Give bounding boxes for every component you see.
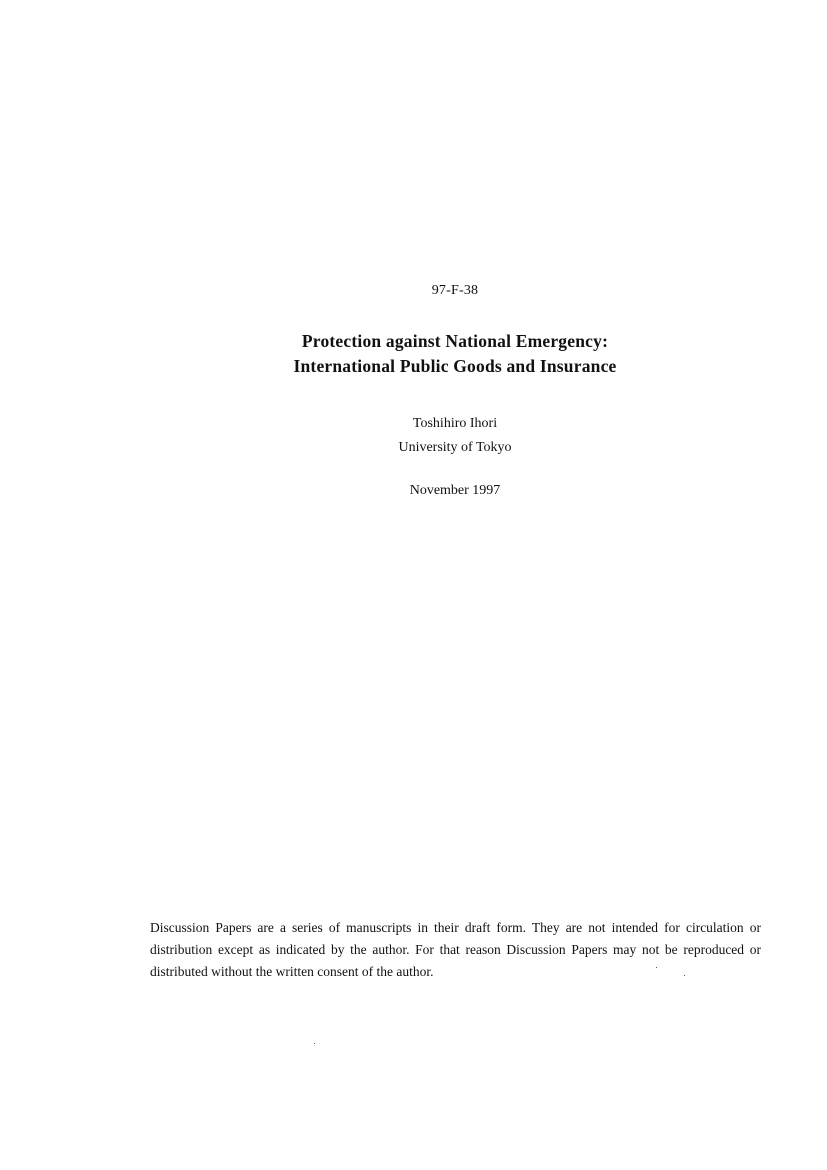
title-line-2: International Public Goods and Insurance <box>293 356 617 376</box>
disclaimer-paragraph: Discussion Papers are a series of manuscripts in their draft form. They are not intended for circulation or distribution except as indicated by the author. For that reason Discussion Papers may not be reproduced or distributed without the written consent of the author. <box>150 920 761 979</box>
author-affiliation: University of Tokyo <box>398 440 512 455</box>
scan-speck <box>314 1043 315 1044</box>
title-line-1: Protection against National Emergency: <box>301 331 609 351</box>
scan-speck <box>656 967 657 968</box>
scan-speck <box>684 975 685 976</box>
paper-id: 97-F-38 <box>431 283 479 298</box>
author-name: Toshihiro Ihori <box>412 416 498 431</box>
author-block <box>0 412 827 460</box>
publication-date: November 1997 <box>409 483 501 498</box>
paper-title <box>0 329 827 379</box>
